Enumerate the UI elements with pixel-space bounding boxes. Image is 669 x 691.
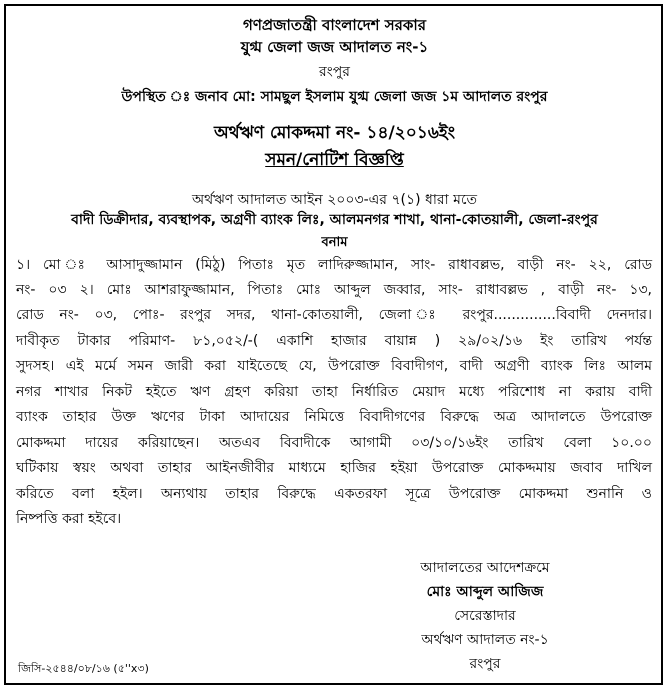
present-judge-line: উপস্থিত ঃ জনাব মো: সামছুল ইসলাম যুগ্ম জেলা জজ ১ম আদালত রংপুর xyxy=(121,89,548,105)
body-line: নিষ্পত্তি করা হইবে। xyxy=(16,511,122,527)
body-line: নগর শাখার নিকট হইতে ঋণ গ্রহণ করিয়া তাহা নির্ধারিত মেয়াদ মধ্যে পরিশোধ না করায় বাদী xyxy=(16,384,652,400)
notice-title: সমন/নোটিশ বিজ্ঞপ্তি xyxy=(265,150,404,170)
body-line: ব্যাংক তাহার উক্ত ঋণের টাকা আদায়ের নিমিত্তে বিবাদীগণের বিরুদ্ধে অত্র আদালতে উপরোক্ত xyxy=(16,409,652,425)
plaintiff-line: বাদী ডিক্রীদার, ব্যবস্থাপক, অগ্রণী ব্যাংক লিঃ, আলমনগর শাখা, থানা-কোতয়ালী, জেলা-রংপুর xyxy=(71,212,598,228)
court-name: যুগ্ম জেলা জজ আদালত নং-১ xyxy=(240,38,429,56)
signatory-court: অর্থঋণ আদালত নং-১ xyxy=(421,632,549,648)
body-line: রোড নং- ০৩, পোঃ- রংপুর সদর, থানা-কোতয়ালী, জেলা ঃ রংপুর..............বিবাদী দেনদার। xyxy=(16,307,652,323)
body-line: করিতে বলা হইল। অন্যথায় তাহার বিরুদ্ধে একতরফা সূত্রে উপরোক্ত মোকদ্দমা শুনানি ও xyxy=(16,486,652,502)
signature-order-line: আদালতের আদেশক্রমে xyxy=(420,560,550,576)
body-line: নং- ০৩ ২। মোঃ আশরাফুজ্জামান, পিতাঃ মোঃ আব্দুল জব্বার, সাং- রাধাবল্লভ , বাড়ী নং- ১৩, xyxy=(16,282,652,298)
signatory-place: রংপুর xyxy=(469,656,501,672)
body-line: মোকদ্দমা দায়ের করিয়াছেন। অতএব বিবাদীকে আগামী ০৩/১০/১৬ইং তারিখ বেলা ১০.০০ xyxy=(16,435,652,451)
body-line: সুদসহ। এই মর্মে সমন জারী করা যাইতেছে যে, উপরোক্ত বিবাদীগণ, বাদী অগ্রণী ব্যাংক লিঃ আলম xyxy=(16,358,652,374)
gc-code: জিসি-২৫৪৪/০৮/১৬ (৫''x৩) xyxy=(18,662,149,675)
body-line: দাবীকৃত টাকার পরিমাণ- ৮১,০৫২/-( একাশি হাজার বায়ান্ন ) ২৯/০২/১৬ ইং তারিখ পর্যন্ত xyxy=(16,333,652,349)
signatory-designation: সেরেস্তাদার xyxy=(454,608,516,624)
body-line: ঘটিকায় স্বয়ং অথবা তাহার আইনজীবীর মাধ্যমে হাজির হইয়া উপরোক্ত মোকদ্দমায় জবাব দাখিল xyxy=(16,460,652,476)
versus-label: বনাম xyxy=(321,235,348,250)
case-number: অর্থঋণ মোকদ্দমা নং- ১৪/২০১৬ইং xyxy=(213,123,456,143)
body-line: ১। মো ঃ আসাদুজ্জামান (মিঠু) পিতাঃ মৃত লাদিরুজ্জামান, সাং- রাধাবল্লভ, বাড়ী নং- ২২, রোড xyxy=(16,257,652,273)
government-title: গণপ্রজাতন্ত্রী বাংলাদেশ সরকার xyxy=(243,16,426,34)
signatory-name: মোঃ আব্দুল আজিজ xyxy=(426,584,544,600)
act-reference: অর্থঋণ আদালত আইন ২০০৩-এর ৭(১) ধারা মতে xyxy=(191,192,478,208)
court-location: রংপুর xyxy=(319,64,350,80)
